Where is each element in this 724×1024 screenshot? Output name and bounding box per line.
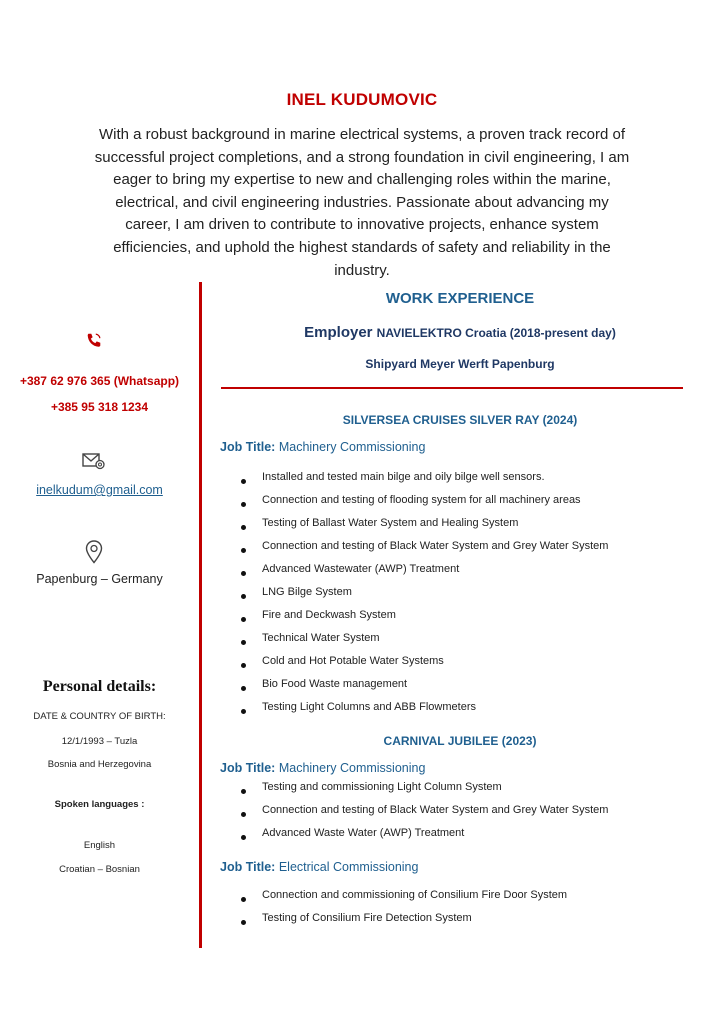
job-title	[220, 761, 700, 775]
job-title-label: Job Title:	[220, 860, 276, 874]
job-title-value: Electrical Commissioning	[278, 860, 419, 874]
employer-label: Employer	[304, 324, 373, 341]
duty-list	[220, 470, 608, 723]
dob-value: 12/1/1993 – Tuzla	[61, 736, 138, 747]
list-item: LNG Bilge System	[220, 585, 608, 608]
list-item: Testing and commissioning Light Column System	[220, 780, 608, 803]
list-item: Testing of Consilium Fire Detection System	[220, 911, 567, 934]
list-item: Cold and Hot Potable Water Systems	[220, 654, 608, 677]
email-icon	[82, 452, 106, 470]
phone-icon	[85, 331, 103, 349]
list-item: Advanced Wastewater (AWP) Treatment	[220, 562, 608, 585]
section-divider	[221, 387, 683, 389]
column-divider	[199, 282, 202, 948]
job-title-value: Machinery Commissioning	[278, 761, 426, 775]
list-item: Bio Food Waste management	[220, 677, 608, 700]
ship-heading: SILVERSEA CRUISES SILVER RAY (2024)	[342, 413, 578, 427]
phone-whatsapp[interactable]: +387 62 976 365 (Whatsapp)	[19, 374, 180, 388]
list-item: Connection and testing of flooding system for all machinery areas	[220, 493, 608, 516]
job-title	[220, 860, 700, 874]
ship-heading: CARNIVAL JUBILEE (2023)	[383, 734, 537, 748]
list-item: Fire and Deckwash System	[220, 608, 608, 631]
personal-details-title: Personal details:	[42, 678, 157, 695]
work-experience-heading: WORK EXPERIENCE	[385, 290, 535, 307]
profile-summary: With a robust background in marine electrical systems, a proven track record of successful project completions, and a strong foundation in civil engineering, I am eager to bring my expertise to new and challenging roles within the marine, electrical, and civil engineering industries. Passionate about advancing my career, I am driven to contribute to innovative projects, enhance system efficiencies, and uphold the highest standards of safety and reliability in the industry.	[94, 126, 630, 279]
job-title-label: Job Title:	[220, 440, 276, 454]
job-title-value: Machinery Commissioning	[278, 440, 426, 454]
employer-line	[220, 324, 700, 341]
language-item: English	[83, 840, 116, 851]
birth-country: Bosnia and Herzegovina	[47, 759, 152, 770]
duty-list	[220, 888, 567, 934]
location-pin-icon	[85, 540, 103, 564]
employer-name: NAVIELEKTRO Croatia (2018-present day)	[376, 326, 616, 340]
list-item: Testing of Ballast Water System and Healing System	[220, 516, 608, 539]
job-title	[220, 440, 700, 454]
list-item: Advanced Waste Water (AWP) Treatment	[220, 826, 608, 849]
location: Papenburg – Germany	[36, 572, 163, 586]
language-item: Croatian – Bosnian	[59, 864, 140, 875]
phone-secondary[interactable]: +385 95 318 1234	[50, 400, 149, 414]
list-item: Connection and commissioning of Consilium Fire Door System	[220, 888, 567, 911]
list-item: Connection and testing of Black Water System and Grey Water System	[220, 539, 608, 562]
list-item: Testing Light Columns and ABB Flowmeters	[220, 700, 608, 723]
shipyard: Shipyard Meyer Werft Papenburg	[365, 357, 555, 371]
list-item: Installed and tested main bilge and oily bilge well sensors.	[220, 470, 608, 493]
languages-label: Spoken languages :	[54, 799, 145, 810]
duty-list	[220, 780, 608, 849]
dob-label: DATE & COUNTRY OF BIRTH:	[33, 711, 166, 722]
list-item: Connection and testing of Black Water System and Grey Water System	[220, 803, 608, 826]
email-link[interactable]: inelkudum@gmail.com	[36, 483, 163, 497]
job-title-label: Job Title:	[220, 761, 276, 775]
list-item: Technical Water System	[220, 631, 608, 654]
candidate-name: INEL KUDUMOVIC	[286, 90, 438, 109]
